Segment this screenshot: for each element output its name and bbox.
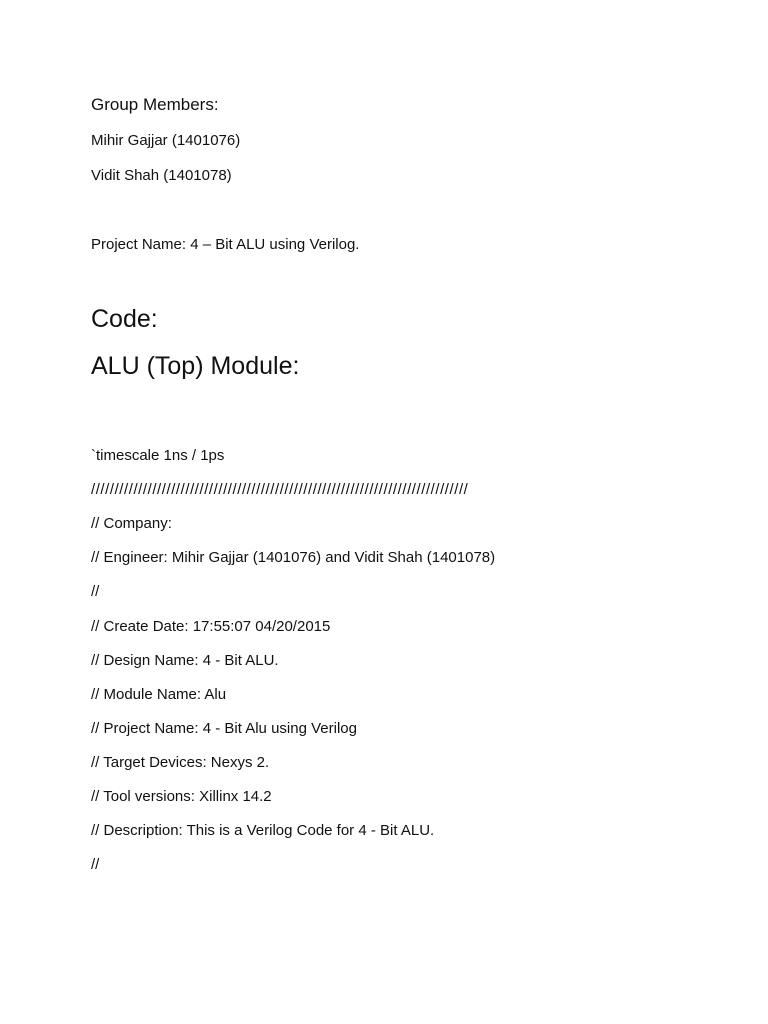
code-heading: Code: [91,305,158,333]
comment-description: // Description: This is a Verilog Code for 4 - Bit ALU. [91,822,435,839]
comment-module-name: // Module Name: Alu [91,686,227,703]
comment-blank-2: // [91,856,100,873]
comment-create-date: // Create Date: 17:55:07 04/20/2015 [91,618,331,635]
timescale-line: `timescale 1ns / 1ps [91,447,225,464]
comment-project-name: // Project Name: 4 - Bit Alu using Verilog [91,720,357,737]
comment-target-devices: // Target Devices: Nexys 2. [91,754,270,771]
comment-company: // Company: [91,515,172,532]
module-heading: ALU (Top) Module: [91,352,300,380]
member-1: Mihir Gajjar (1401076) [91,132,241,149]
separator-line: //////////////////////////////////////////////////////////////////////////////// [91,481,469,498]
comment-engineer: // Engineer: Mihir Gajjar (1401076) and Vidit Shah (1401078) [91,549,496,566]
group-members-heading: Group Members: [91,95,219,114]
comment-design-name: // Design Name: 4 - Bit ALU. [91,652,279,669]
comment-tool-versions: // Tool versions: Xillinx 14.2 [91,788,272,805]
project-name-line: Project Name: 4 – Bit ALU using Verilog. [91,236,360,253]
member-2: Vidit Shah (1401078) [91,167,232,184]
comment-blank-1: // [91,583,100,600]
